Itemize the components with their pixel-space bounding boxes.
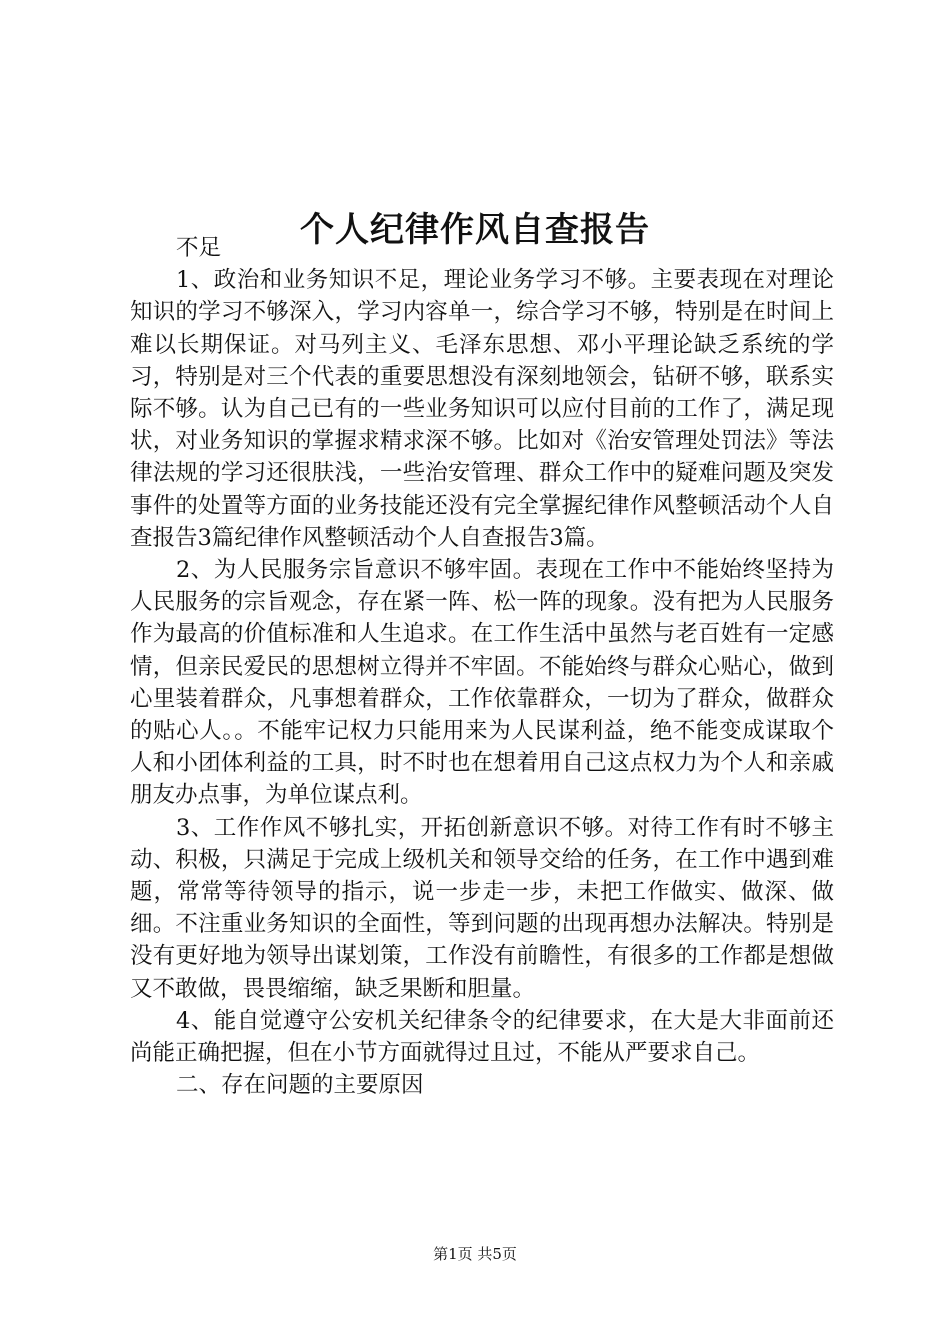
paragraph: 二、存在问题的主要原因 — [176, 1072, 424, 1099]
paragraph: 不足 — [176, 235, 222, 261]
paragraph: 3、工作作风不够扎实，开拓创新意识不够。对待工作有时不够主动、积极，只满足于完成上级机关和领导交给的任务，在工作中遇到难题，常常等待领导的指示，说一步走一步，未把工作做实、做深、做细。不注重业务知识的全面性，等到问题的出现再想办法解决。特别是没有更好地为领导出谋划策，工作没有前瞻性，有很多的工作都是想做又不敢做，畏畏缩缩，缺乏果断和胆量。 — [130, 814, 834, 1002]
paragraph: 4、能自觉遵守公安机关纪律条令的纪律要求，在大是大非面前还尚能正确把握，但在小节方面就得过且过，不能从严要求自己。 — [130, 1007, 834, 1067]
page-footer: 第1页 共5页 — [433, 1245, 517, 1263]
document-body — [130, 232, 834, 1101]
paragraph: 2、为人民服务宗旨意识不够牢固。表现在工作中不能始终坚持为人民服务的宗旨观念，存在紧一阵、松一阵的现象。没有把为人民服务作为最高的价值标准和人生追求。在工作生活中虽然与老百姓有一定感情，但亲民爱民的思想树立得并不牢固。不能始终与群众心贴心，做到心里装着群众，凡事想着群众，工作依靠群众，一切为了群众，做群众的贴心人。。不能牢记权力只能用来为人民谋利益，绝不能变成谋取个人和小团体利益的工具，时不时也在想着用自己这点权力为个人和亲戚朋友办点事，为单位谋点利。 — [130, 557, 834, 809]
paragraph: 1、政治和业务知识不足，理论业务学习不够。主要表现在对理论知识的学习不够深入，学习内容单一，综合学习不够，特别是在时间上难以长期保证。对马列主义、毛泽东思想、邓小平理论缺乏系统的学习，特别是对三个代表的重要思想没有深刻地领会，钻研不够，联系实际不够。认为自己已有的一些业务知识可以应付目前的工作了，满足现状，对业务知识的掌握求精求深不够。比如对《治安管理处罚法》等法律法规的学习还很肤浅，一些治安管理、群众工作中的疑难问题及突发事件的处置等方面的业务技能还没有完全掌握纪律作风整顿活动个人自查报告3篇纪律作风整顿活动个人自查报告3篇。 — [130, 267, 834, 551]
document-title: 个人纪律作风自查报告 — [300, 209, 650, 250]
